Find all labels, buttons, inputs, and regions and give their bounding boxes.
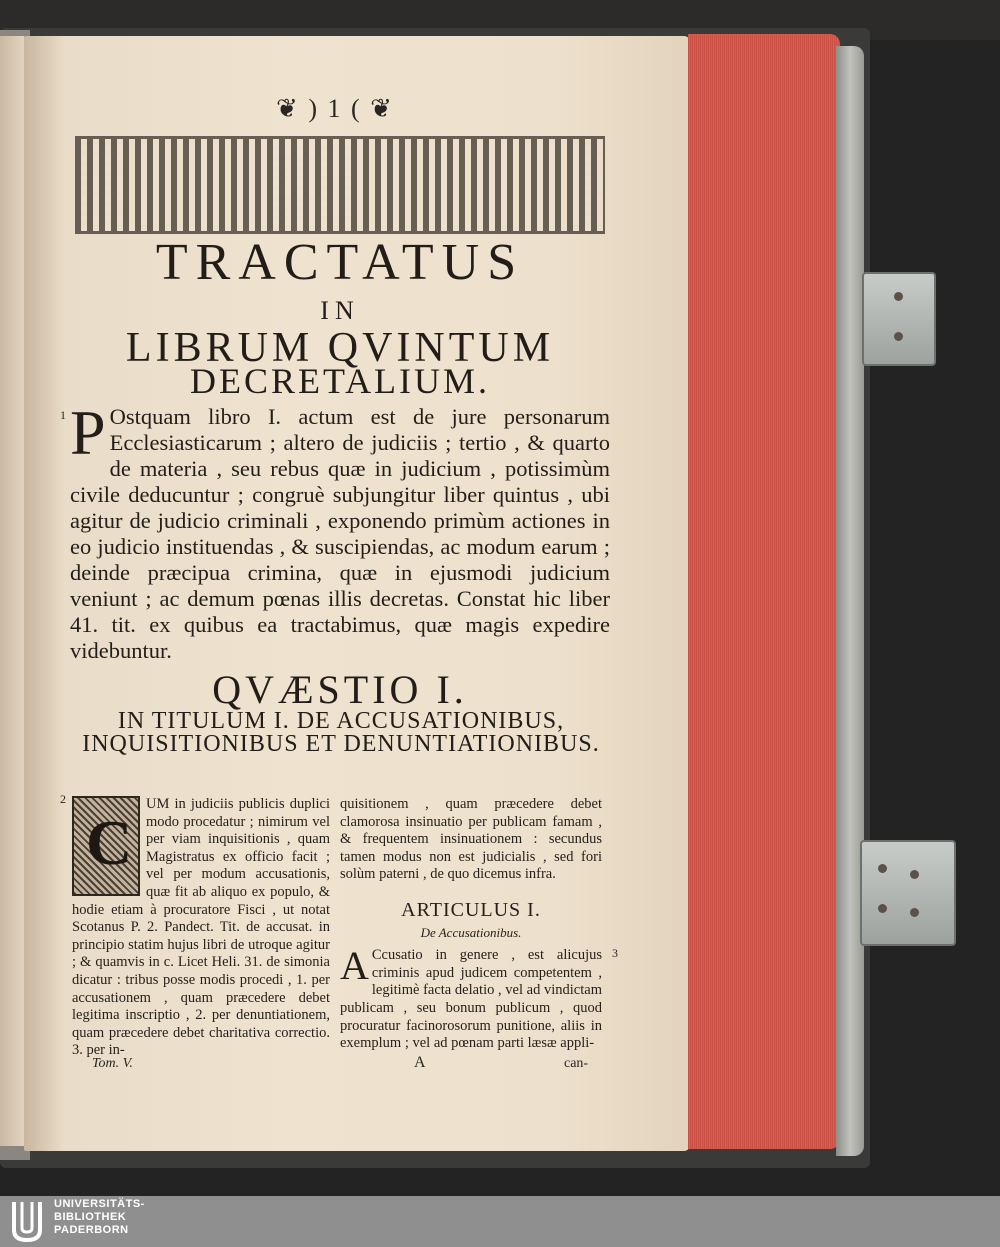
question-title: QVÆSTIO I. xyxy=(212,667,468,712)
left-page-edge xyxy=(0,36,25,1146)
decorated-initial-letter: C xyxy=(86,807,133,878)
right-cover xyxy=(836,46,864,1156)
catchword: can- xyxy=(564,1056,589,1071)
red-fore-edge xyxy=(688,34,840,1149)
title-line-4: DECRETALIUM. xyxy=(189,361,491,401)
article-dropcap: A xyxy=(340,943,369,989)
title-line-2: IN xyxy=(320,296,360,325)
paragraph-number: 3 xyxy=(612,946,618,960)
library-name-line-1: UNIVERSITÄTS- xyxy=(54,1198,145,1210)
intro-paragraph xyxy=(70,397,610,664)
signature-mark: A xyxy=(414,1054,426,1071)
title-line-1: TRACTATUS xyxy=(155,234,525,291)
intro-text: Ostquam libro I. actum est de jure personarum Ecclesiasticarum ; altero de judiciis ; tertio , & quarto de materia , seu rebus quæ in judicium , potissimùm civile deducuntur ; congruè subjungitur liber quintus , ubi agitur de judicio criminali , exponendo primùm actiones in eo judicio instituendas , & suscipiendas, ac modum earum ; deinde præcipua crimina, quæ in ejusmodi judicium veniunt ; ac demum pœnas illis decretas. Constat hic liber 41. tit. ex quibus ea tractabimus, quæ magis expedire videbuntur. xyxy=(70,404,610,663)
left-column xyxy=(72,796,330,1060)
right-column xyxy=(340,796,602,1053)
decorated-initial-icon xyxy=(72,796,140,896)
library-name xyxy=(54,1198,145,1237)
paragraph-number: 1 xyxy=(60,408,66,422)
intro-dropcap: P xyxy=(70,397,106,468)
right-column-text-top: quisitionem , quam præcedere debet clamorosa insinuatio per publicam famam , & frequentem insinuationem : secundus tamen modus non est judicialis , sed fori solùm paterni , de quo dicemus infra. xyxy=(340,796,602,883)
title-line-3: LIBRUM QVINTUM xyxy=(125,325,555,371)
ornament-band xyxy=(75,136,605,234)
question-subtitle: IN TITULUM I. DE ACCUSATIONIBUS, INQUISITIONIBUS ET DENUNTIATIONIBUS. xyxy=(82,708,600,757)
article-subtitle: De Accusationibus. xyxy=(420,924,522,940)
library-name-line-3: PADERBORN xyxy=(54,1224,129,1236)
article-title: ARTICULUS I. xyxy=(401,898,541,921)
signature-left: Tom. V. xyxy=(92,1056,133,1071)
running-head: ❦ ) 1 ( ❦ xyxy=(276,94,394,123)
paragraph-number: 2 xyxy=(60,792,66,806)
lower-clasp-icon xyxy=(860,840,956,946)
ub-paderborn-logo-icon xyxy=(10,1200,44,1244)
left-column-text: UM in judiciis publicis duplici modo procedatur ; nimirum vel per viam inquisitionis , quam Magistratus ex officio facit ; vel per modum accusationis, quæ fit ab aliquo ex populo, & hodie etiam à procuratore Fisci , ut notat Scotanus P. 2. Pandect. Tit. de accusat. in principio statim hujus libri de utroque agitur ; & quamvis in c. Licet Heli. 31. de simonia dicatur : tribus posse modis procedi , 1. per accusationem , quam præcedere debet legitima inscriptio , 2. per denuntiationem, quam præcedere debet charitativa correctio. 3. per in- xyxy=(72,796,330,1059)
library-name-line-2: BIBLIOTHEK xyxy=(54,1211,127,1223)
library-footer xyxy=(0,1196,1000,1247)
right-column-text-bottom: Ccusatio in genere , est alicujus criminis apud judicem competentem , legitimè facta delatio , vel ad vindictam publicam , seu bonum publicum , quod procuratur facinorosorum punitione, aliis in exemplum ; vel ad pœnam parti læsæ appli- xyxy=(340,947,602,1052)
upper-clasp-icon xyxy=(862,272,936,366)
